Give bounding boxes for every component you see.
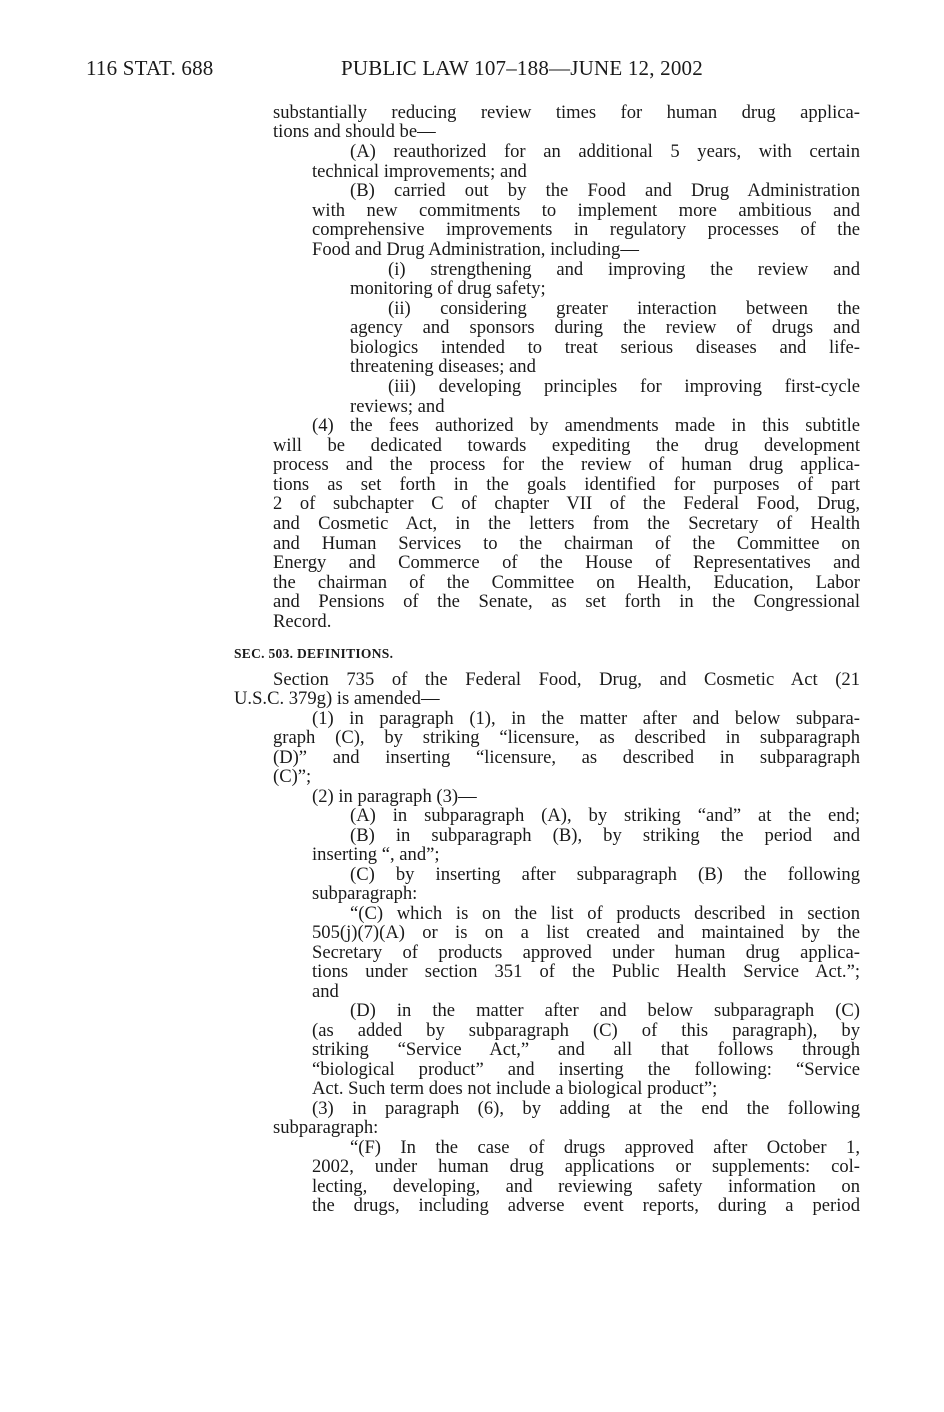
text-line: biologics intended to treat serious diseases and life-: [350, 337, 860, 358]
text-line: “(F) In the case of drugs approved after October 1,: [350, 1137, 860, 1158]
text-line: will be dedicated towards expediting the drug development: [273, 435, 860, 456]
text-line: the chairman of the Committee on Health, Education, Labor: [273, 572, 860, 593]
text-line: (B) in subparagraph (B), by striking the period and: [350, 825, 860, 846]
text-line: with new commitments to implement more ambitious and: [312, 200, 860, 221]
text-line: (A) reauthorized for an additional 5 years, with certain: [350, 141, 860, 162]
text-line: tions as set forth in the goals identified for purposes of part: [273, 474, 860, 495]
text-line: monitoring of drug safety;: [350, 278, 546, 299]
text-line: and Cosmetic Act, in the letters from the Secretary of Health: [273, 513, 860, 534]
text-line: (C)”;: [273, 766, 312, 787]
text-line: (1) in paragraph (1), in the matter after and below subpara-: [312, 708, 860, 729]
page-header: [0, 56, 944, 84]
text-line: (3) in paragraph (6), by adding at the end the following: [312, 1098, 860, 1119]
text-line: (D) in the matter after and below subparagraph (C): [350, 1000, 860, 1021]
text-line: and: [312, 981, 339, 1002]
text-line: (B) carried out by the Food and Drug Administration: [350, 180, 860, 201]
statute-page-number: 116 STAT. 688: [86, 56, 214, 80]
text-line: inserting “, and”;: [312, 844, 440, 865]
text-line: Secretary of products approved under human drug applica-: [312, 942, 860, 963]
text-line: subparagraph:: [273, 1117, 379, 1138]
text-line: (4) the fees authorized by amendments made in this subtitle: [312, 415, 860, 436]
running-head: PUBLIC LAW 107–188—JUNE 12, 2002: [341, 56, 703, 80]
text-line: Energy and Commerce of the House of Representatives and: [273, 552, 860, 573]
text-line: threatening diseases; and: [350, 356, 536, 377]
text-line: Food and Drug Administration, including—: [312, 239, 639, 260]
text-line: process and the process for the review of human drug applica-: [273, 454, 860, 475]
text-line: U.S.C. 379g) is amended—: [234, 688, 440, 709]
text-line: comprehensive improvements in regulatory processes of the: [312, 219, 860, 240]
text-line: (ii) considering greater interaction between the: [388, 298, 860, 319]
text-line: 505(j)(7)(A) or is on a list created and maintained by the: [312, 922, 860, 943]
text-line: “(C) which is on the list of products described in section: [350, 903, 860, 924]
text-line: subparagraph:: [312, 883, 418, 904]
text-line: 2002, under human drug applications or supplements: col-: [312, 1156, 860, 1177]
text-line: reviews; and: [350, 396, 445, 417]
text-line: (C) by inserting after subparagraph (B) the following: [350, 864, 860, 885]
text-line: (i) strengthening and improving the review and: [388, 259, 860, 280]
text-line: agency and sponsors during the review of drugs and: [350, 317, 860, 338]
text-line: Record.: [273, 611, 332, 632]
text-line: (2) in paragraph (3)—: [312, 786, 477, 807]
text-line: (D)” and inserting “licensure, as described in subparagraph: [273, 747, 860, 768]
text-line: (iii) developing principles for improving first-cycle: [388, 376, 860, 397]
text-line: tions and should be—: [273, 121, 436, 142]
text-line: 2 of subchapter C of chapter VII of the Federal Food, Drug,: [273, 493, 860, 514]
text-line: Act. Such term does not include a biological product”;: [312, 1078, 718, 1099]
text-line: (A) in subparagraph (A), by striking “and” at the end;: [350, 805, 860, 826]
section-heading: SEC. 503. DEFINITIONS.: [234, 646, 394, 661]
text-line: substantially reducing review times for human drug applica-: [273, 102, 860, 123]
text-line: (as added by subparagraph (C) of this paragraph), by: [312, 1020, 860, 1041]
text-line: and Pensions of the Senate, as set forth in the Congressional: [273, 591, 860, 612]
text-line: striking “Service Act,” and all that follows through: [312, 1039, 860, 1060]
text-line: Section 735 of the Federal Food, Drug, and Cosmetic Act (21: [273, 669, 860, 690]
text-line: tions under section 351 of the Public Health Service Act.”;: [312, 961, 860, 982]
text-line: technical improvements; and: [312, 161, 527, 182]
text-line: graph (C), by striking “licensure, as described in subparagraph: [273, 727, 860, 748]
text-line: “biological product” and inserting the following: “Service: [312, 1059, 860, 1080]
text-line: and Human Services to the chairman of the Committee on: [273, 533, 860, 554]
text-line: lecting, developing, and reviewing safety information on: [312, 1176, 860, 1197]
text-line: the drugs, including adverse event reports, during a period: [312, 1195, 860, 1216]
